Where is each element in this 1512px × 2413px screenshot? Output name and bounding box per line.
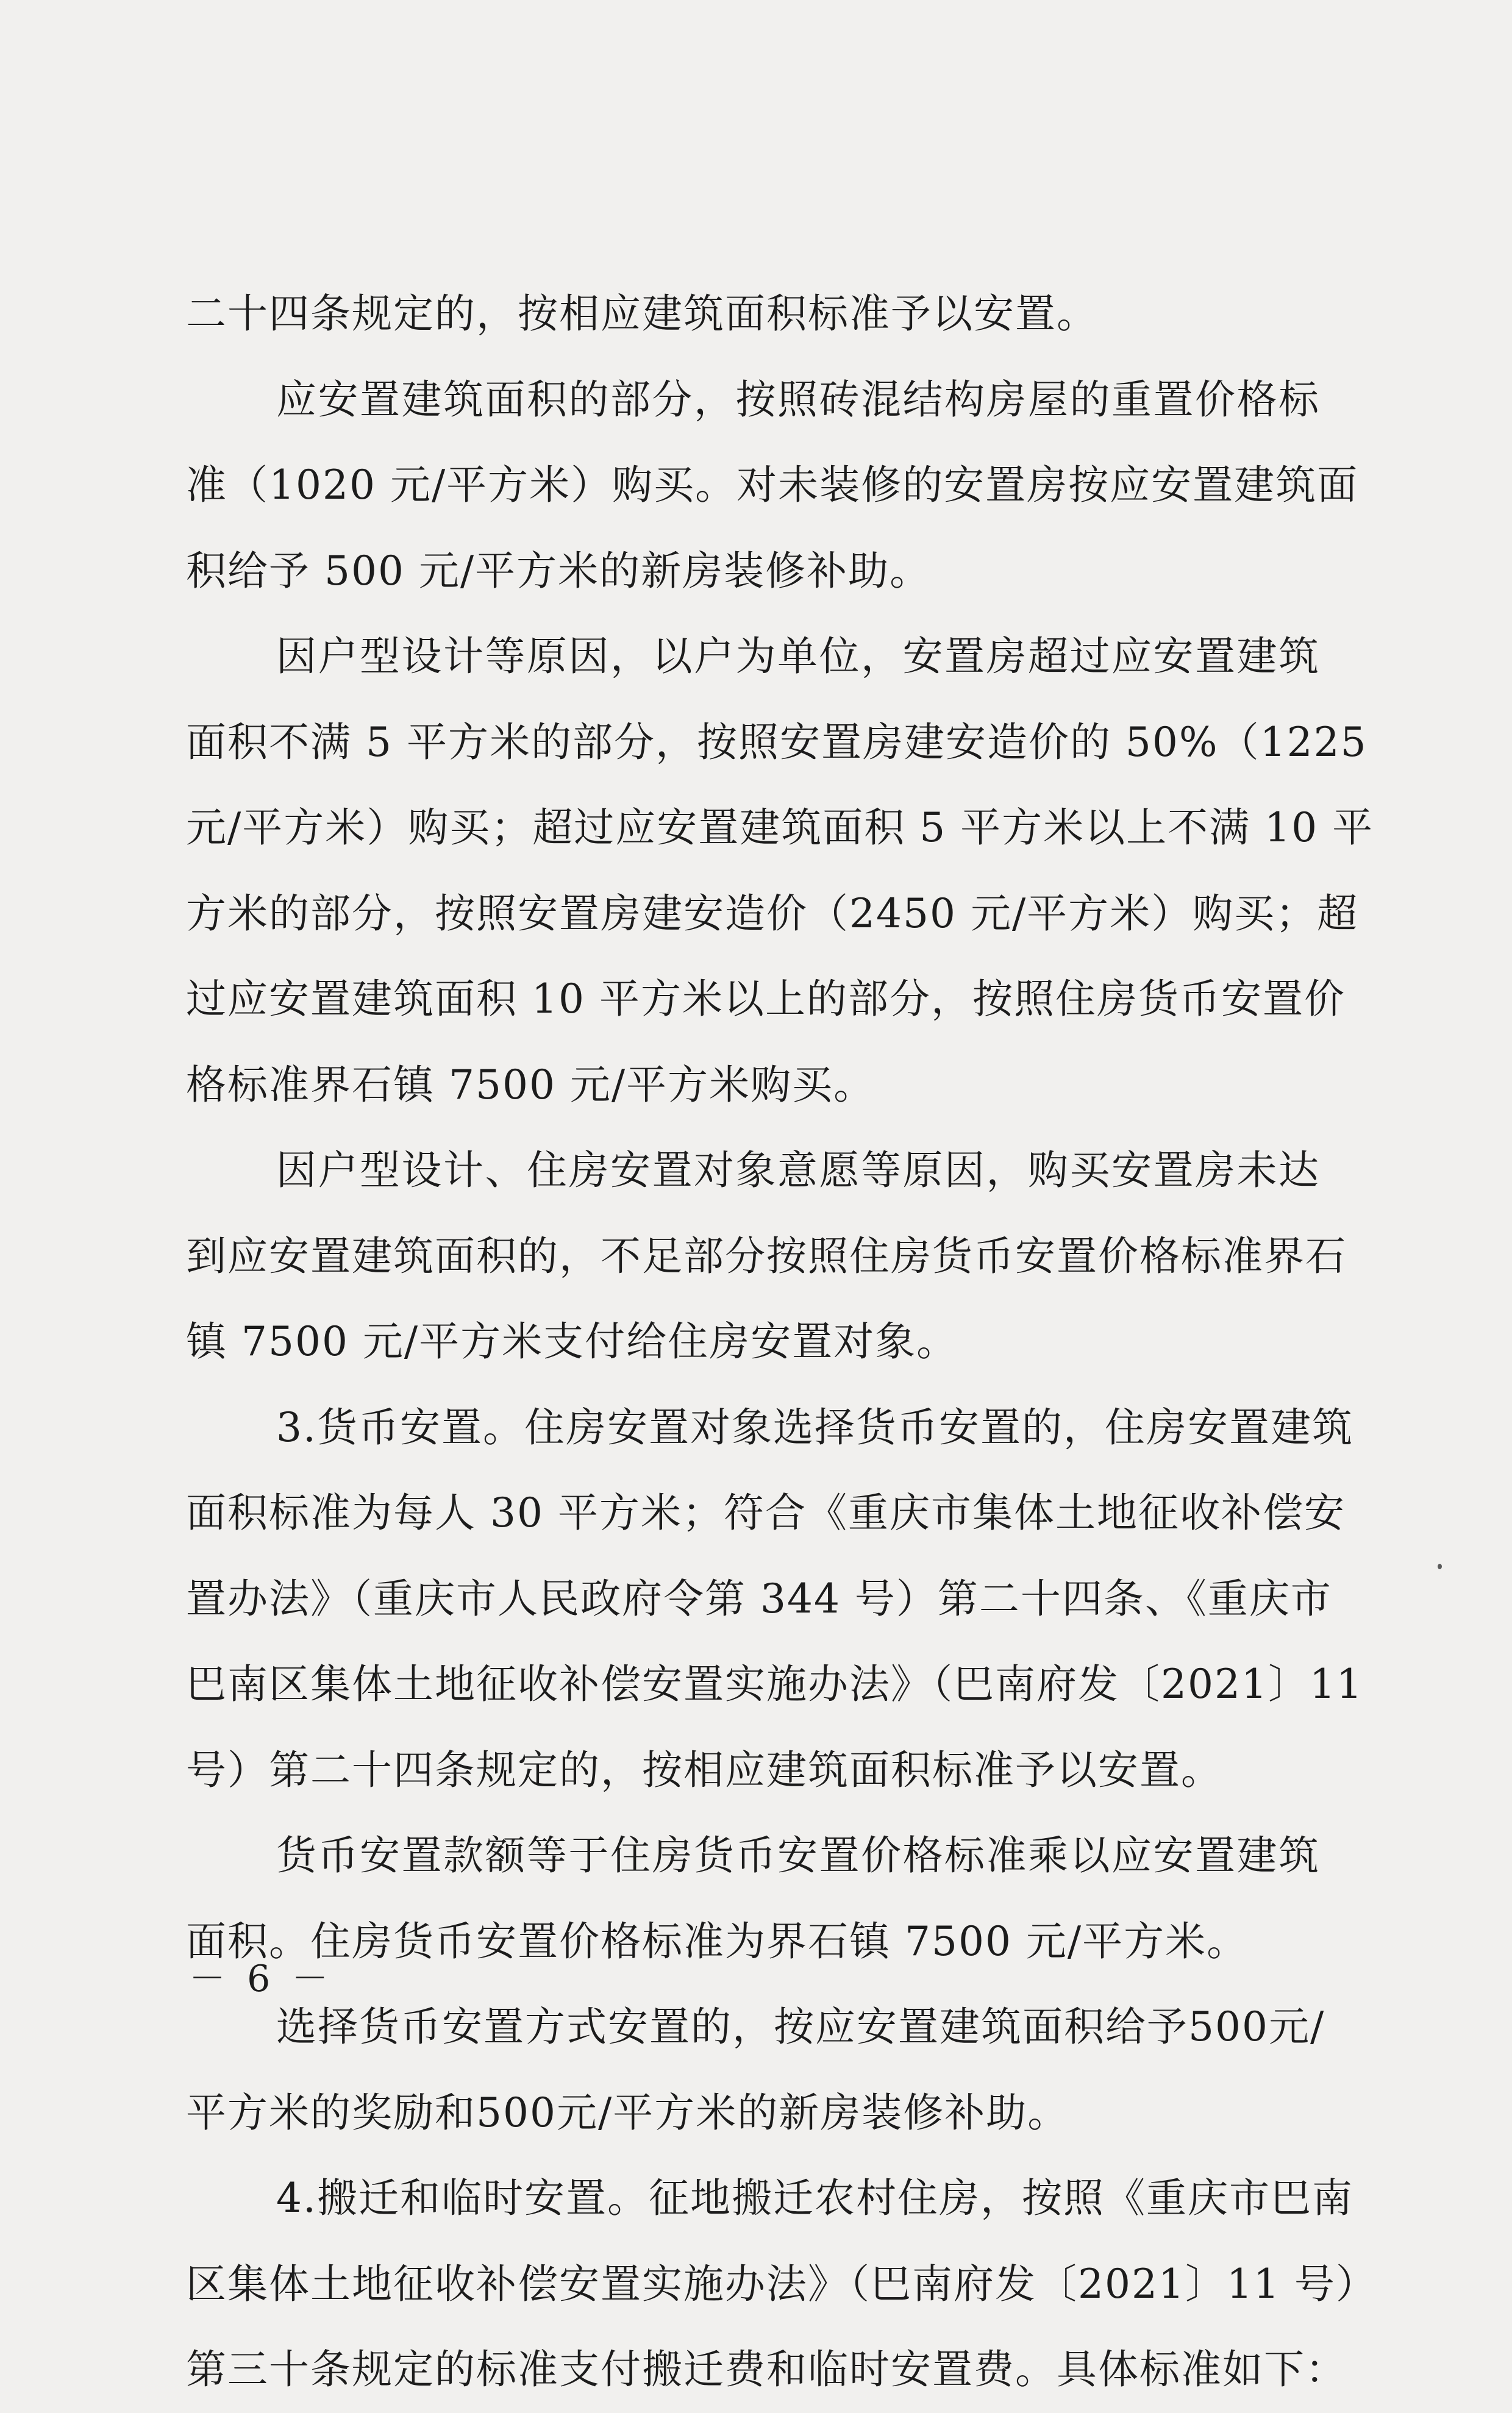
text-line: 面积标准为每人 30 平方米；符合《重庆市集体土地征收补偿安	[186, 1489, 1346, 1536]
text-line: 过应安置建筑面积 10 平方米以上的部分，按照住房货币安置价	[186, 975, 1346, 1022]
text-line: 面积不满 5 平方米的部分，按照安置房建安造价的 50%（1225	[186, 718, 1368, 766]
text-line: 区集体土地征收补偿安置实施办法》（巴南府发〔2021〕11 号）	[186, 2260, 1377, 2308]
text-line: 置办法》（重庆市人民政府令第 344 号）第二十四条、《重庆市	[186, 1575, 1332, 1622]
text-line: 巴南区集体土地征收补偿安置实施办法》（巴南府发〔2021〕11	[186, 1661, 1363, 1708]
text-line: 面积。住房货币安置价格标准为界石镇 7500 元/平方米。	[186, 1917, 1249, 1965]
text-line: 选择货币安置方式安置的，按应安置建筑面积给予500元/	[276, 2003, 1325, 2050]
document-body	[186, 271, 1377, 2413]
scan-speck	[1438, 1564, 1442, 1569]
text-line: 3.货币安置。住房安置对象选择货币安置的，住房安置建筑	[276, 1403, 1353, 1451]
text-line: 号）第二十四条规定的，按相应建筑面积标准予以安置。	[186, 1746, 1222, 1794]
text-line: 格标准界石镇 7500 元/平方米购买。	[186, 1061, 875, 1108]
text-line: 4.搬迁和临时安置。征地搬迁农村住房，按照《重庆市巴南	[276, 2175, 1353, 2222]
text-line: 镇 7500 元/平方米支付给住房安置对象。	[186, 1318, 958, 1365]
text-line: 第三十条规定的标准支付搬迁费和临时安置费。具体标准如下：	[186, 2346, 1347, 2393]
text-line: 因户型设计、住房安置对象意愿等原因，购买安置房未达	[276, 1147, 1320, 1194]
text-line: 货币安置款额等于住房货币安置价格标准乘以应安置建筑	[276, 1832, 1320, 1879]
text-line: 因户型设计等原因，以户为单位，安置房超过应安置建筑	[276, 633, 1320, 680]
text-line: 积给予 500 元/平方米的新房装修补助。	[186, 547, 932, 594]
text-line: 准（1020 元/平方米）购买。对未装修的安置房按应安置建筑面	[186, 462, 1359, 508]
text-line: 到应安置建筑面积的，不足部分按照住房货币安置价格标准界石	[186, 1232, 1347, 1280]
text-line: 平方米的奖励和500元/平方米的新房装修补助。	[186, 2089, 1069, 2136]
text-line: 元/平方米）购买；超过应安置建筑面积 5 平方米以上不满 10 平	[186, 804, 1374, 851]
text-line: 应安置建筑面积的部分，按照砖混结构房屋的重置价格标	[276, 376, 1320, 423]
page-number: － 6 －	[189, 1958, 333, 2000]
text-line: 二十四条规定的，按相应建筑面积标准予以安置。	[186, 290, 1098, 337]
text-line: 方米的部分，按照安置房建安造价（2450 元/平方米）购买；超	[186, 889, 1359, 937]
